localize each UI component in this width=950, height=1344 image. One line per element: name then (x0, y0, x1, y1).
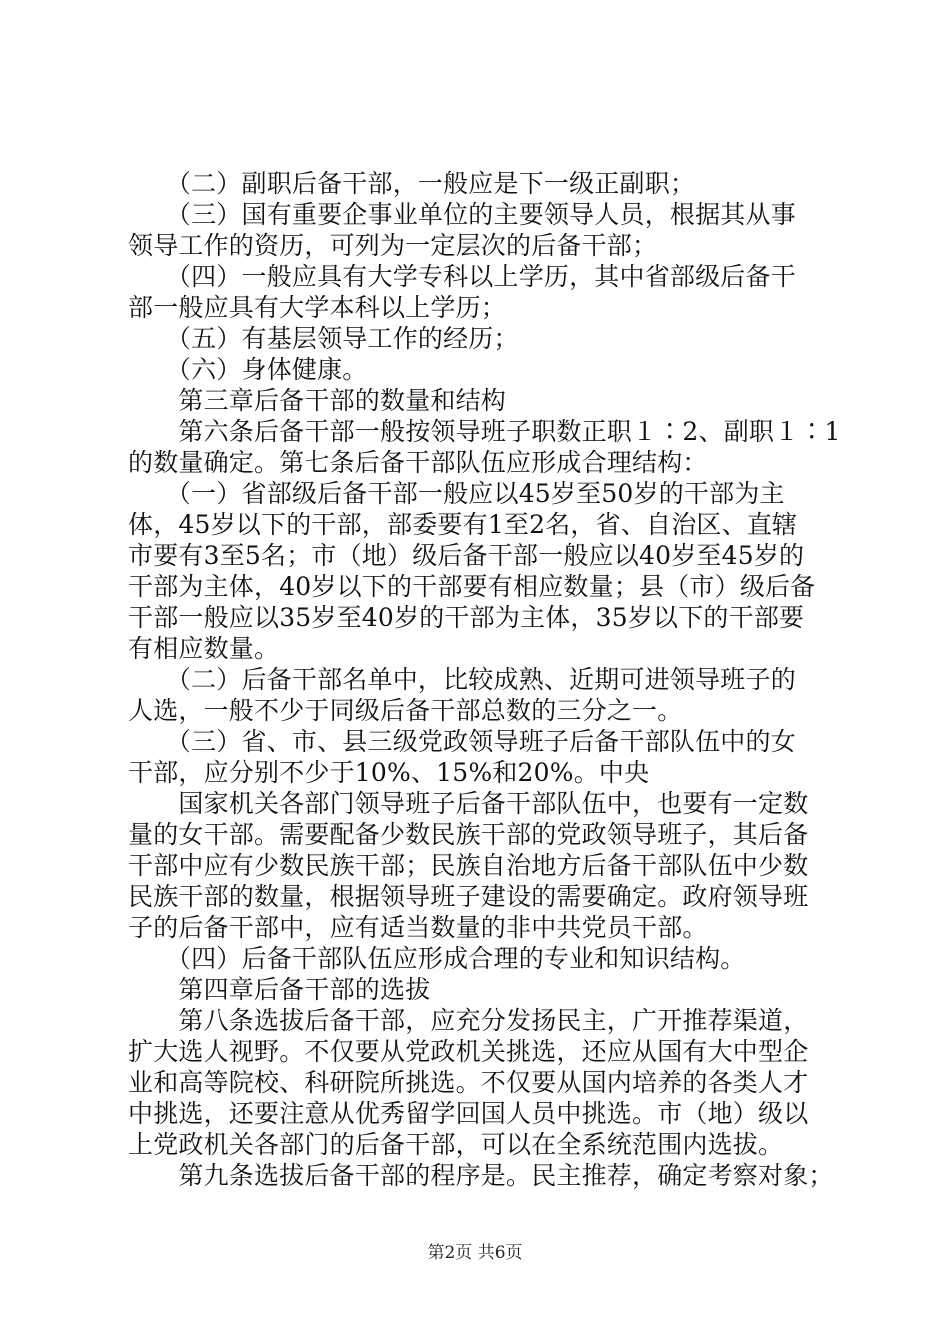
text-line: 民族干部的数量，根据领导班子建设的需要确定。政府领导班 (128, 882, 809, 911)
text-line: 的数量确定。第七条后备干部队伍应形成合理结构： (128, 448, 708, 477)
text-line: 干部，应分别不少于10%、15%和20%。中央 (128, 758, 650, 787)
text-line: （四）后备干部队伍应形成合理的专业和知识结构。 (128, 944, 746, 973)
text-line: 业和高等院校、科研院所挑选。不仅要从国内培养的各类人才 (128, 1068, 809, 1097)
text-line: （六）身体健康。 (128, 355, 368, 384)
text-line: （二）后备干部名单中，比较成熟、近期可进领导班子的 (128, 665, 796, 694)
document-body (128, 168, 841, 1191)
text-line: 有相应数量。 (128, 634, 280, 663)
text-line: 量的女干部。需要配备少数民族干部的党政领导班子，其后备 (128, 820, 809, 849)
text-line: （二）副职后备干部，一般应是下一级正副职； (128, 169, 696, 198)
text-line: 扩大选人视野。不仅要从党政机关挑选，还应从国有大中型企 (128, 1037, 809, 1066)
page-footer: 第2页 共6页 (427, 1243, 523, 1263)
text-line: 子的后备干部中，应有适当数量的非中共党员干部。 (128, 913, 708, 942)
text-line: 体，45岁以下的干部，部委要有1至2名，省、自治区、直辖 (128, 510, 798, 539)
text-line: 第八条选拔后备干部，应充分发扬民主，广开推荐渠道， (128, 1006, 809, 1035)
text-line: （五）有基层领导工作的经历； (128, 324, 519, 353)
text-line: 干部为主体，40岁以下的干部要有相应数量；县（市）级后备 (128, 572, 816, 601)
text-line: 中挑选，还要注意从优秀留学回国人员中挑选。市（地）级以 (128, 1099, 809, 1128)
text-line: （三）省、市、县三级党政领导班子后备干部队伍中的女 (128, 727, 796, 756)
text-line: （四）一般应具有大学专科以上学历，其中省部级后备干 (128, 262, 796, 291)
text-line: （三）国有重要企事业单位的主要领导人员，根据其从事 (128, 200, 796, 229)
text-line: 市要有3至5名；市（地）级后备干部一般应以40岁至45岁的 (128, 541, 805, 570)
text-line: 领导工作的资历，可列为一定层次的后备干部； (128, 231, 658, 260)
text-line: 部一般应具有大学本科以上学历； (128, 293, 507, 322)
text-line: 第九条选拔后备干部的程序是。民主推荐，确定考察对象； (128, 1161, 834, 1190)
text-line: 上党政机关各部门的后备干部，可以在全系统范围内选拔。 (128, 1130, 784, 1159)
chapter-heading: 第三章后备干部的数量和结构 (128, 386, 507, 415)
text-line: 国家机关各部门领导班子后备干部队伍中，也要有一定数 (128, 789, 809, 818)
text-line: 人选，一般不少于同级后备干部总数的三分之一。 (128, 696, 683, 725)
chapter-heading: 第四章后备干部的选拔 (128, 975, 431, 1004)
text-line: 第六条后备干部一般按领导班子职数正职１∶2、副职１∶1 (128, 417, 841, 446)
text-line: 干部一般应以35岁至40岁的干部为主体，35岁以下的干部要 (128, 603, 805, 632)
text-line: 干部中应有少数民族干部；民族自治地方后备干部队伍中少数 (128, 851, 809, 880)
text-line: （一）省部级后备干部一般应以45岁至50岁的干部为主 (128, 479, 785, 508)
